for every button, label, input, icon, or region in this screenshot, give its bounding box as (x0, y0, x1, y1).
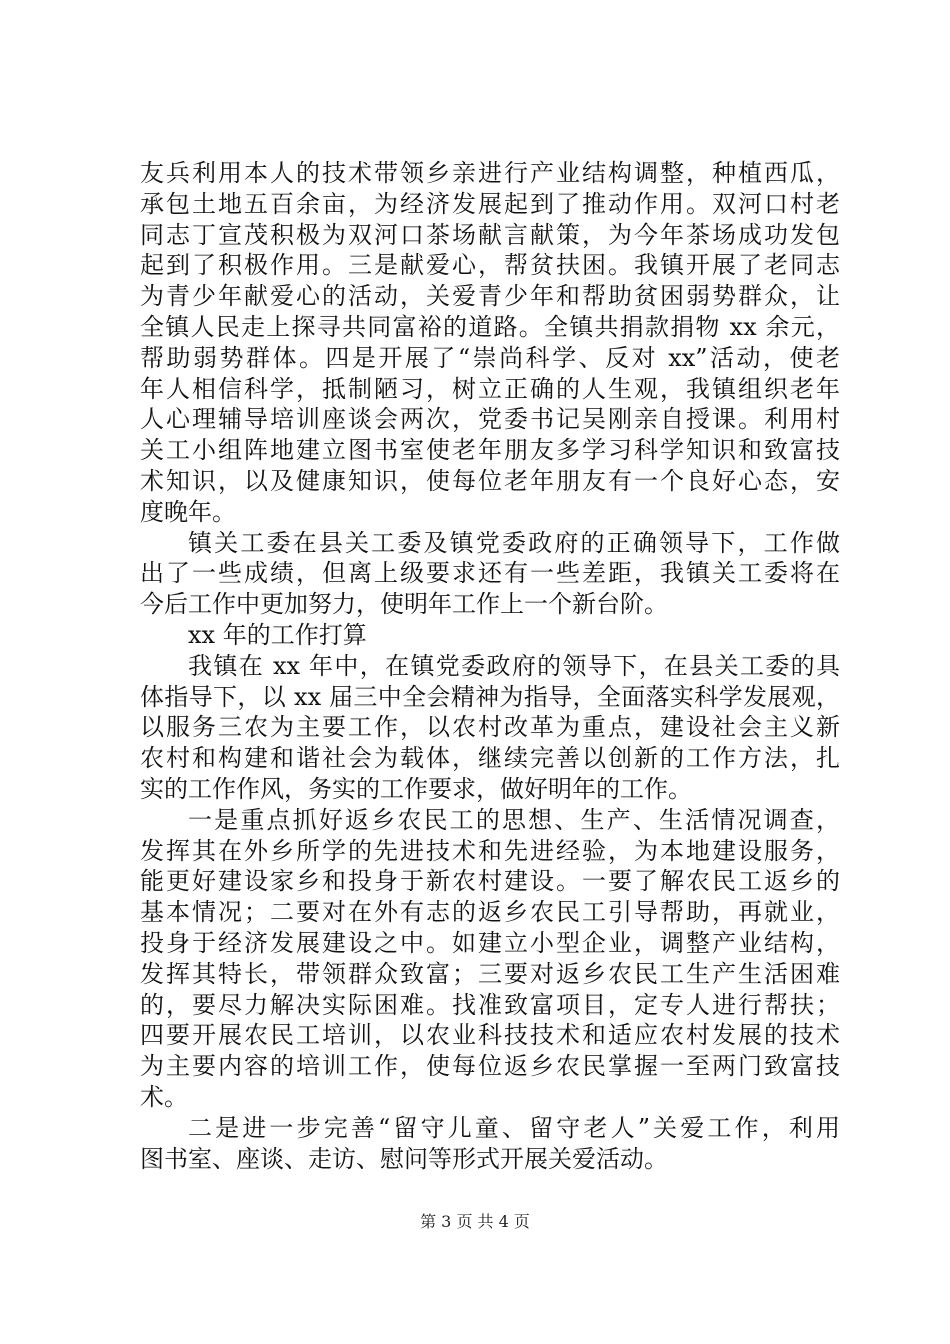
text-line: 镇关工委在县关工委及镇党委政府的正确领导下，工作做 (188, 528, 840, 557)
text-line: 投身于经济发展建设之中。如建立小型企业，调整产业结构， (140, 928, 840, 957)
text-line: 帮助弱势群体。四是开展了“崇尚科学、反对 xx”活动，使老 (140, 343, 840, 372)
text-line: 的，要尽力解决实际困难。找准致富项目，定专人进行帮扶； (140, 990, 840, 1019)
text-line: 出了一些成绩，但离上级要求还有一些差距，我镇关工委将在 (140, 559, 840, 588)
text-line: 以服务三农为主要工作，以农村改革为重点，建设社会主义新 (140, 713, 840, 742)
text-line: 友兵利用本人的技术带领乡亲进行产业结构调整，种植西瓜， (140, 159, 840, 187)
text-line: 为青少年献爱心的活动，关爱青少年和帮助贫困弱势群众，让 (140, 282, 840, 311)
text-line: 同志丁宣茂积极为双河口茶场献言献策，为今年茶场成功发包 (140, 220, 840, 249)
text-line: 术。 (140, 1082, 188, 1111)
text-line: 全镇人民走上探寻共同富裕的道路。全镇共捐款捐物 xx 余元， (140, 312, 840, 341)
page-footer: 第 3 页 共 4 页 (420, 1212, 530, 1231)
text-line: 关工小组阵地建立图书室使老年朋友多学习科学知识和致富技 (140, 436, 840, 465)
text-line: 发挥其在外乡所学的先进技术和先进经验，为本地建设服务， (140, 836, 840, 865)
text-line: 一是重点抓好返乡农民工的思想、生产、生活情况调查， (188, 805, 840, 834)
text-line: 实的工作作风，务实的工作要求，做好明年的工作。 (140, 774, 692, 803)
text-line: 能更好建设家乡和投身于新农村建设。一要了解农民工返乡的 (140, 867, 840, 896)
text-line: 年人相信科学，抵制陋习，树立正确的人生观，我镇组织老年 (140, 374, 840, 403)
text-line: 起到了积极作用。三是献爱心，帮贫扶困。我镇开展了老同志 (140, 251, 840, 280)
text-line: 度晚年。 (140, 497, 236, 526)
text-line: 发挥其特长，带领群众致富；三要对返乡农民工生产生活困难 (140, 959, 840, 988)
text-line: 二是进一步完善“留守儿童、留守老人”关爱工作，利用 (188, 1113, 840, 1142)
text-line: 为主要内容的培训工作，使每位返乡农民掌握一至两门致富技 (140, 1052, 840, 1081)
text-line: 今后工作中更加努力，使明年工作上一个新台阶。 (140, 590, 668, 619)
text-line: 四要开展农民工培训，以农业科技技术和适应农村发展的技术 (140, 1021, 840, 1050)
document-body (140, 158, 840, 1174)
text-line: xx 年的工作打算 (188, 620, 367, 649)
text-line: 体指导下，以 xx 届三中全会精神为指导，全面落实科学发展观， (140, 682, 840, 711)
text-line: 承包土地五百余亩，为经济发展起到了推动作用。双河口村老 (140, 189, 840, 218)
text-line: 图书室、座谈、走访、慰问等形式开展关爱活动。 (140, 1144, 668, 1173)
text-line: 人心理辅导培训座谈会两次，党委书记吴刚亲自授课。利用村 (140, 405, 840, 434)
text-line: 我镇在 xx 年中，在镇党委政府的领导下，在县关工委的具 (188, 651, 840, 680)
text-line: 基本情况；二要对在外有志的返乡农民工引导帮助，再就业， (140, 898, 840, 927)
text-line: 农村和构建和谐社会为载体，继续完善以创新的工作方法，扎 (140, 744, 840, 773)
text-line: 术知识，以及健康知识，使每位老年朋友有一个良好心态，安 (140, 466, 840, 495)
